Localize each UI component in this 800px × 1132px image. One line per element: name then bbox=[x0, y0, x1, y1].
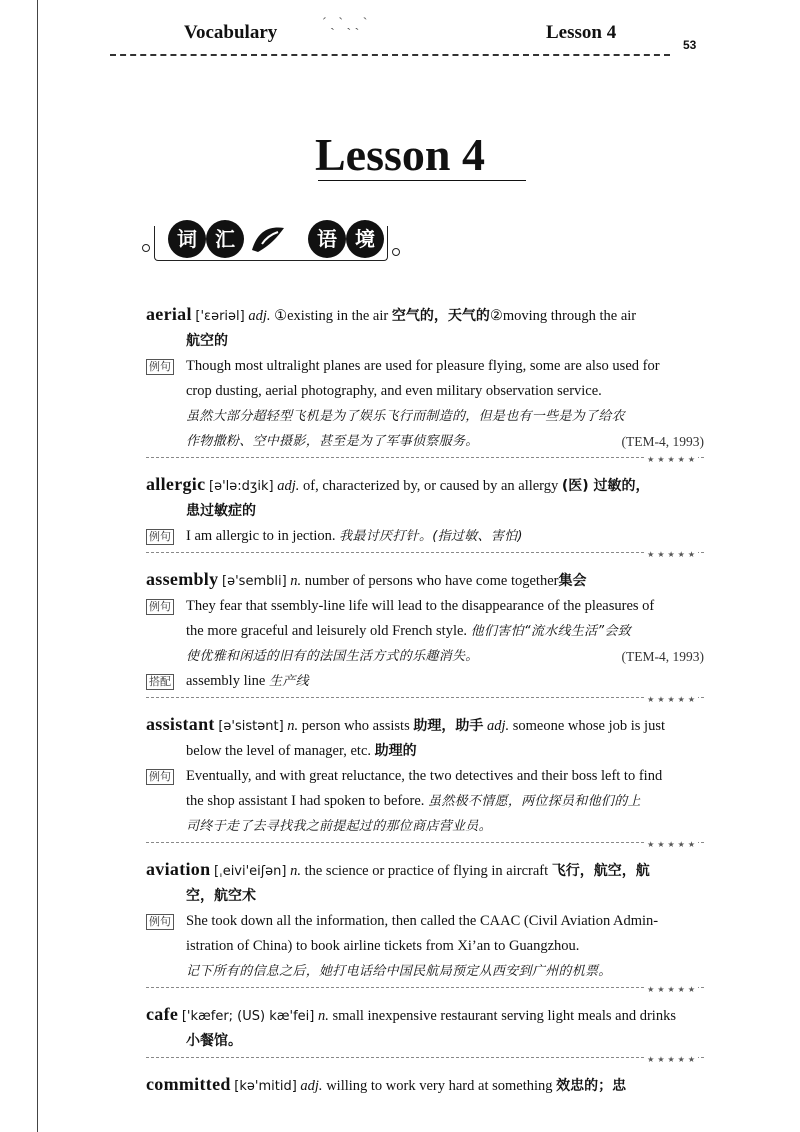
collocation-block bbox=[146, 669, 704, 694]
entry-separator bbox=[146, 842, 704, 851]
example-zh: 记下所有的信息之后，她打电话给中国民航局预定从西安到广州的机票。 bbox=[186, 964, 612, 979]
part-of-speech: adj. bbox=[277, 478, 300, 494]
definition-zh: 空气的，天气的 bbox=[391, 308, 490, 324]
example-en: crop dusting, aerial photography, and even military observation service. bbox=[186, 383, 602, 399]
banner-char-2: 汇 bbox=[206, 220, 244, 258]
example-zh: 司终于走了去寻找我之前提起过的那位商店营业员。 bbox=[186, 819, 492, 834]
vocab-entry-aviation bbox=[146, 857, 704, 996]
running-header bbox=[90, 14, 730, 64]
collocation-en: assembly line bbox=[186, 673, 266, 689]
banner-dot-right bbox=[392, 248, 400, 256]
entry-separator bbox=[146, 987, 704, 996]
definition-zh: 航空的 bbox=[186, 333, 228, 349]
example-tag: 例句 bbox=[146, 914, 174, 930]
scribble-mark: ˊ ˏ ˋ ˎ ˏ ˋ bbox=[322, 16, 368, 31]
definition-zh: 小餐馆。 bbox=[186, 1033, 242, 1049]
definition-zh: 效忠的；忠 bbox=[556, 1078, 627, 1094]
headword: assistant bbox=[146, 714, 215, 734]
example-en: She took down all the information, then called the CAAC (Civil Aviation Admin- bbox=[186, 913, 659, 929]
vocab-entry-assistant bbox=[146, 712, 704, 851]
definition-zh: (医) 过敏的， bbox=[561, 478, 650, 494]
banner-dot-left bbox=[142, 244, 150, 252]
example-zh: 他们害怕“流水线生活”会致 bbox=[470, 624, 632, 639]
phonetic: [ə'sistənt] bbox=[218, 719, 284, 734]
part-of-speech: n. bbox=[290, 863, 301, 879]
entry-separator bbox=[146, 1057, 704, 1066]
example-zh: 虽然大部分超轻型飞机是为了娱乐飞行而制造的，但是也有一些是为了给农 bbox=[186, 409, 625, 424]
section-banner bbox=[148, 218, 398, 266]
part-of-speech: n. bbox=[287, 718, 299, 734]
headword: aerial bbox=[146, 304, 192, 324]
example-zh: 我最讨厌打针。(指过敏、害怕) bbox=[339, 529, 523, 544]
headword: cafe bbox=[146, 1004, 179, 1024]
vocab-entry-cafe bbox=[146, 1002, 704, 1066]
definition-en: small inexpensive restaurant serving light meals and drinks bbox=[332, 1008, 676, 1024]
lesson-title: Lesson 4 bbox=[315, 129, 485, 180]
example-tag: 例句 bbox=[146, 769, 174, 785]
definition-en: below the level of manager, etc. bbox=[186, 743, 372, 759]
example-source: (TEM-4, 1993) bbox=[621, 434, 704, 449]
example-tag: 例句 bbox=[146, 359, 174, 375]
header-lesson-title: Lesson 4 bbox=[546, 22, 617, 43]
separator-stars: ★★★★★ bbox=[647, 840, 698, 849]
phonetic: ['ɛəriəl] bbox=[195, 309, 245, 324]
vocabulary-list bbox=[146, 302, 704, 1105]
definition-zh: 患过敏症的 bbox=[186, 503, 256, 519]
example-tag: 例句 bbox=[146, 529, 174, 545]
example-en: Eventually, and with great reluctance, the two detectives and their boss left to find bbox=[186, 768, 663, 784]
headword: assembly bbox=[146, 569, 219, 589]
definition-en: someone whose job is just bbox=[512, 718, 666, 734]
example-zh: 使优雅和闲适的旧有的法国生活方式的乐趣消失。 bbox=[186, 649, 479, 664]
phonetic: [ə'lə:dʒik] bbox=[209, 479, 274, 494]
vocab-entry-allergic bbox=[146, 472, 704, 561]
vocab-entry-assembly bbox=[146, 567, 704, 706]
example-en: the shop assistant I had spoken to before. bbox=[186, 793, 425, 809]
phonetic: [ə'sembli] bbox=[222, 574, 287, 589]
phonetic: ['kæfer; (US) kæ'fei] bbox=[181, 1009, 315, 1024]
example-en: Though most ultralight planes are used for pleasure flying, some are also used for bbox=[186, 358, 660, 374]
banner-char-1: 词 bbox=[168, 220, 206, 258]
example-en: They fear that ssembly-line life will lead to the disappearance of the pleasures of bbox=[186, 598, 655, 614]
definition-zh: 集会 bbox=[558, 573, 587, 589]
part-of-speech: adj. bbox=[300, 1078, 323, 1094]
headword: committed bbox=[146, 1074, 231, 1094]
separator-stars: ★★★★★ bbox=[647, 550, 698, 559]
example-en: istration of China) to book airline tickets from Xi’an to Guangzhou. bbox=[186, 938, 580, 954]
definition-zh: 助理，助手 bbox=[413, 718, 484, 734]
definition-en: the science or practice of flying in aircraft bbox=[304, 863, 549, 879]
headword: allergic bbox=[146, 474, 206, 494]
separator-stars: ★★★★★ bbox=[647, 985, 698, 994]
separator-stars: ★★★★★ bbox=[647, 1055, 698, 1064]
example-block bbox=[146, 909, 704, 984]
phonetic: [kə'mitid] bbox=[234, 1079, 297, 1094]
definition-zh: 助理的 bbox=[374, 743, 417, 759]
entry-separator bbox=[146, 457, 704, 466]
part-of-speech: n. bbox=[317, 1008, 329, 1024]
separator-stars: ★★★★★ bbox=[647, 695, 698, 704]
definition-zh: 空，航空术 bbox=[186, 888, 256, 904]
phonetic: [ˌeivi'eiʃən] bbox=[214, 864, 287, 879]
entry-separator bbox=[146, 697, 704, 706]
definition-en: of, characterized by, or caused by an allergy bbox=[303, 478, 559, 494]
banner-char-3: 语 bbox=[308, 220, 346, 258]
vocab-entry-aerial bbox=[146, 302, 704, 466]
definition-en: ②moving through the air bbox=[489, 308, 637, 324]
header-dashed-rule bbox=[110, 54, 670, 56]
part-of-speech: n. bbox=[290, 573, 302, 589]
banner-char-4: 境 bbox=[346, 220, 384, 258]
part-of-speech: adj. bbox=[486, 718, 510, 734]
example-en: I am allergic to in jection. bbox=[186, 528, 336, 544]
definition-en: number of persons who have come together bbox=[304, 573, 559, 589]
example-source: (TEM-4, 1993) bbox=[621, 649, 704, 664]
example-en: the more graceful and leisurely old French style. bbox=[186, 623, 468, 639]
page-number: 53 bbox=[683, 38, 697, 52]
separator-stars: ★★★★★ bbox=[647, 455, 698, 464]
definition-en: person who assists bbox=[301, 718, 410, 734]
collocation-tag: 搭配 bbox=[146, 674, 174, 690]
vocab-entry-committed bbox=[146, 1072, 704, 1099]
example-block bbox=[146, 764, 704, 839]
example-block bbox=[146, 594, 704, 669]
example-block bbox=[146, 524, 704, 549]
banner-ornament-icon bbox=[248, 222, 288, 256]
example-zh: 作物撒粉、空中摄影，甚至是为了军事侦察服务。 bbox=[186, 434, 479, 449]
example-block bbox=[146, 354, 704, 454]
headword: aviation bbox=[146, 859, 211, 879]
title-underline bbox=[318, 180, 526, 181]
entry-separator bbox=[146, 552, 704, 561]
collocation-zh: 生产线 bbox=[268, 674, 309, 689]
example-tag: 例句 bbox=[146, 599, 174, 615]
definition-zh: 飞行，航空，航 bbox=[551, 863, 650, 879]
part-of-speech: adj. bbox=[248, 308, 271, 324]
definition-en: ①existing in the air bbox=[274, 308, 389, 324]
definition-en: willing to work very hard at something bbox=[326, 1078, 553, 1094]
header-section-title: Vocabulary bbox=[184, 22, 278, 43]
example-zh: 虽然极不情愿，两位探员和他们的上 bbox=[428, 794, 641, 809]
